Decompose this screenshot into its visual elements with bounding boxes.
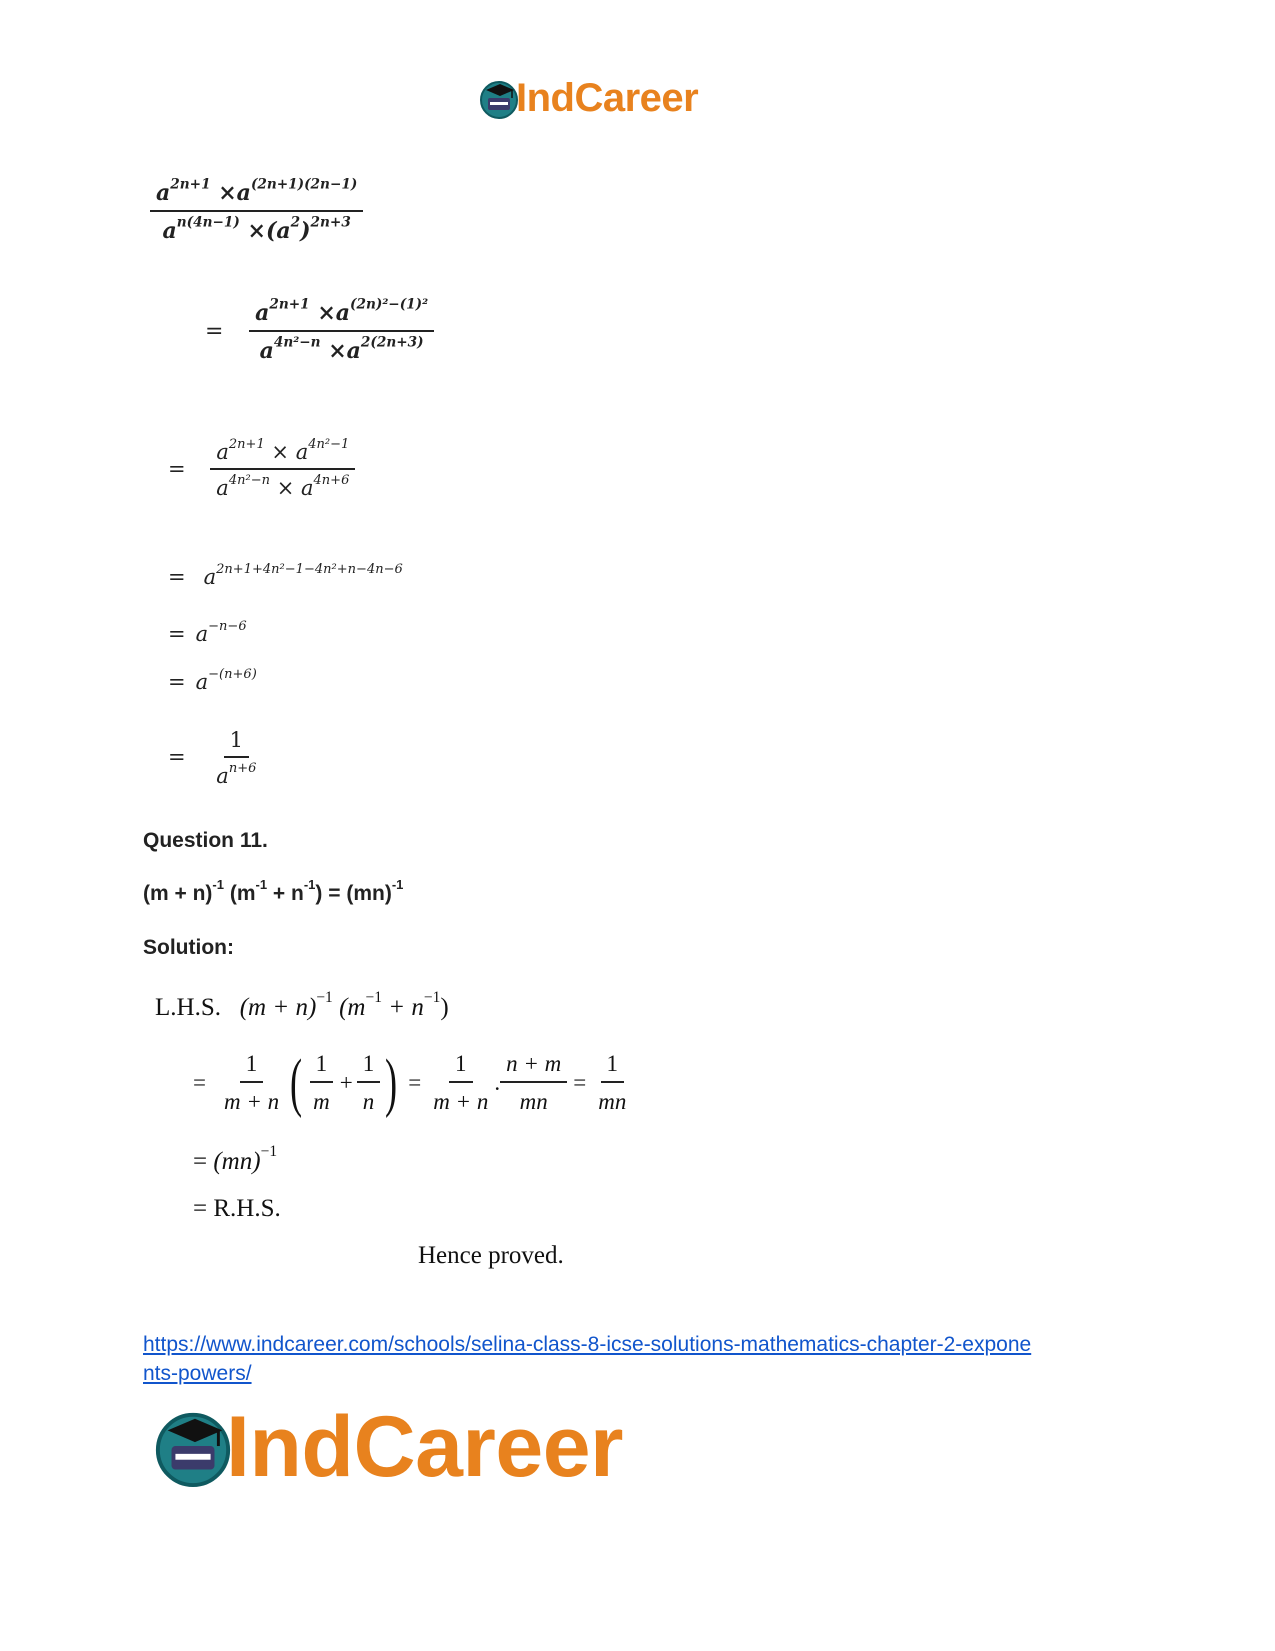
math-step-2: = $\frac{a^{2n+1} \times a^{4n^2-1}}{a^{4n^2-n} \times a^{4n+6}}$ xyxy=(168,440,355,500)
question-statement: $(m + n)^{-1}$ $(m^{-1} + n^{-1}) = (mn)^{-1}$ xyxy=(143,876,404,905)
source-link-block xyxy=(143,1330,1031,1388)
math-step-1: = $\frac{a^{2n+1} \times a^{(2n)^2-(1)^2}}{a^{4n^2-n} \times a^{2(2n+3)}}$ xyxy=(205,300,434,364)
math-step-6: = $\frac{1}{a^{n+6}}$ xyxy=(168,728,257,788)
proof-line-mn: = (mn)$^{-1}$ xyxy=(193,1142,278,1175)
source-link-line-1: https://www.indcareer.com/schools/selina-class-8-icse-solutions-mathematics-chapter-2-expone xyxy=(143,1333,1032,1356)
question-heading: Question 11. xyxy=(143,829,268,852)
proof-lhs: L.H.S. $(m + n)^{-1}$ $(m^{-1} + n^{-1})$ xyxy=(155,988,449,1021)
source-link[interactable] xyxy=(143,1333,1031,1385)
math-step-5: = $a^{-(n+6)}$ xyxy=(168,666,257,694)
logo-globe-icon xyxy=(152,1407,234,1489)
source-link-line-2: nts-powers/ xyxy=(143,1362,252,1385)
proof-conclusion: Hence proved. xyxy=(418,1242,564,1269)
math-initial-expression: $\frac{a^{2n+1} \times a^{(2n+1)(2n-1)}}{a^{n(4n-1)} \times(a^2)^{2n+3}}$ xyxy=(150,180,363,244)
solution-label: Solution: xyxy=(143,936,234,959)
logo-globe-icon xyxy=(478,78,520,120)
footer-logo-text: IndCareer xyxy=(226,1399,623,1495)
footer-logo xyxy=(152,1398,623,1497)
proof-line-rhs: = R.H.S. xyxy=(193,1195,281,1222)
header-logo xyxy=(478,76,698,121)
math-step-3: = $a^{2n+1+4n^2-1-4n^2+n-4n-6}$ xyxy=(168,561,403,589)
header-logo-text: IndCareer xyxy=(516,76,699,120)
math-step-4: = $a^{-n-6}$ xyxy=(168,618,247,646)
proof-fraction-line: = $\frac{1}{m + n}$ ( $\frac{1}{m}$ + $\frac{1}{n}$ ) = $\frac{1}{m + n}$ . $\frac{n + m}{mn}$ = $\frac{1}{mn}$ xyxy=(193,1046,627,1119)
